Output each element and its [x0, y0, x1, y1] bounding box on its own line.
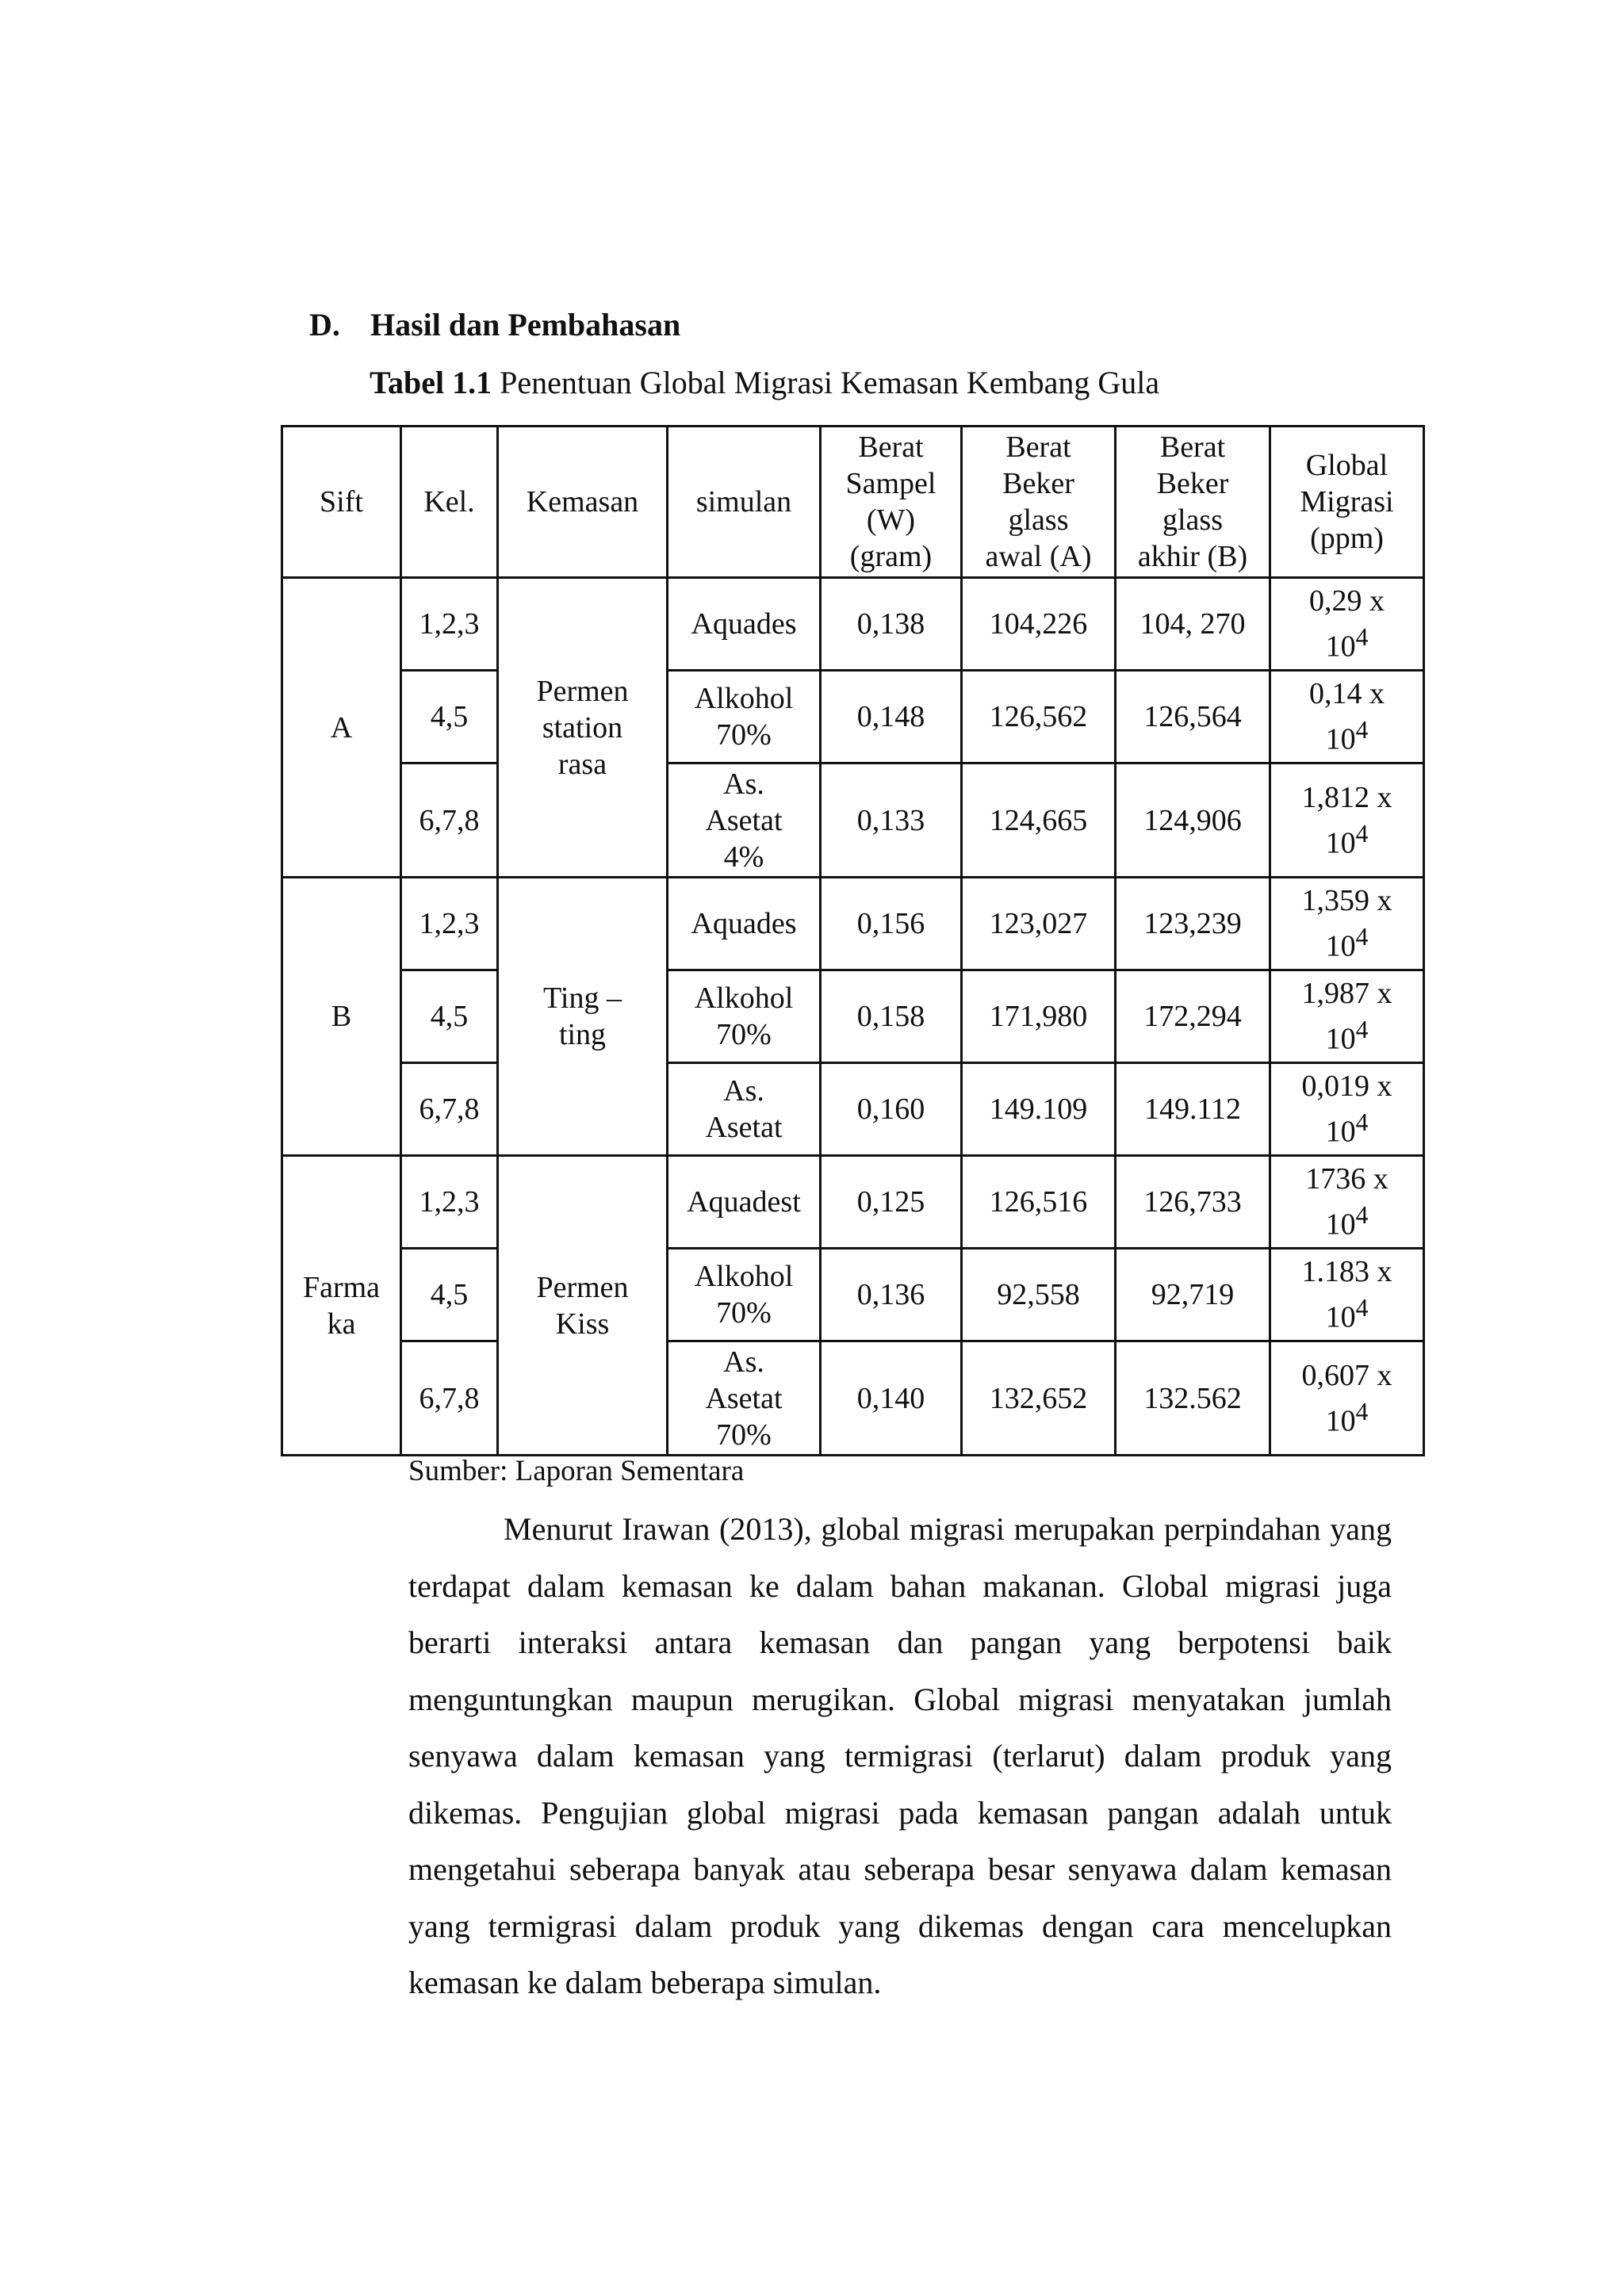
table-source-note: Sumber: Laporan Sementara	[408, 1455, 745, 1487]
berat-sampel-cell: 0,140	[821, 1341, 962, 1456]
berat-akhir-cell: 123,239	[1116, 878, 1270, 970]
berat-akhir-cell: 126,733	[1116, 1156, 1270, 1249]
berat-akhir-cell: 172,294	[1116, 970, 1270, 1063]
migrasi-coefficient: 0,29 x	[1309, 584, 1385, 618]
header-berat-akhir: Berat Beker glass akhir (B)	[1116, 427, 1270, 578]
global-migrasi-cell: 0,29 x $10^4$	[1270, 578, 1424, 671]
berat-sampel-cell: 0,156	[821, 878, 962, 970]
body-paragraph	[408, 1501, 1392, 2011]
kel-cell: 4,5	[401, 1249, 498, 1341]
migrasi-coefficient: 0,607 x	[1301, 1358, 1392, 1392]
section-heading	[309, 305, 680, 345]
migrasi-exponent: 4	[1355, 819, 1369, 848]
global-migrasi-cell: 1,812 x $10^4$	[1270, 763, 1424, 878]
berat-awal-cell: 123,027	[962, 878, 1116, 970]
berat-akhir-cell: 124,906	[1116, 763, 1270, 878]
global-migrasi-cell: 0,607 x $10^4$	[1270, 1341, 1424, 1456]
migrasi-exponent: 4	[1355, 623, 1369, 652]
header-berat-sampel: Berat Sampel (W) (gram)	[821, 427, 962, 578]
header-kel: Kel.	[401, 427, 498, 578]
migrasi-coefficient: 1,812 x	[1301, 780, 1392, 814]
berat-sampel-cell: 0,160	[821, 1063, 962, 1156]
global-migrasi-cell: 1,987 x $10^4$	[1270, 970, 1424, 1063]
berat-akhir-cell: 149.112	[1116, 1063, 1270, 1156]
table-row	[282, 878, 1424, 970]
berat-awal-cell: 126,562	[962, 671, 1116, 763]
kel-cell: 6,7,8	[401, 1063, 498, 1156]
migrasi-coefficient: 1,987 x	[1301, 977, 1392, 1011]
kemasan-cell: Permen Kiss	[498, 1156, 668, 1456]
simulan-cell: Alkohol 70%	[668, 1249, 821, 1341]
global-migrasi-cell: 1736 x $10^4$	[1270, 1156, 1424, 1249]
kemasan-cell: Ting – ting	[498, 878, 668, 1156]
migrasi-exponent: 4	[1355, 923, 1369, 951]
migration-table	[281, 425, 1425, 1456]
header-berat-awal: Berat Beker glass awal (A)	[962, 427, 1116, 578]
global-migrasi-cell: 1,359 x $10^4$	[1270, 878, 1424, 970]
table-caption-label: Tabel 1.1	[370, 365, 492, 400]
global-migrasi-cell: 0,14 x $10^4$	[1270, 671, 1424, 763]
berat-awal-cell: 92,558	[962, 1249, 1116, 1341]
berat-sampel-cell: 0,148	[821, 671, 962, 763]
migrasi-coefficient: 1,359 x	[1301, 884, 1392, 918]
berat-akhir-cell: 132.562	[1116, 1341, 1270, 1456]
section-number: D.	[309, 307, 340, 342]
header-global-migrasi: Global Migrasi (ppm)	[1270, 427, 1424, 578]
migrasi-exponent: 4	[1355, 1108, 1369, 1137]
table-row	[282, 763, 1424, 878]
table-row	[282, 1063, 1424, 1156]
kel-cell: 4,5	[401, 970, 498, 1063]
kel-cell: 1,2,3	[401, 578, 498, 671]
paragraph-text: Menurut Irawan (2013), global migrasi merupakan perpindahan yang terdapat dalam kemasan ke dalam bahan makanan. Global migrasi juga berarti interaksi antara kemasan dan pangan yang berpotensi baik menguntungkan maupun merugikan. Global migrasi menyatakan jumlah senyawa dalam kemasan yang termigrasi (terlarut) dalam produk yang dikemas. Pengujian global migrasi pada kemasan pangan adalah untuk mengetahui seberapa banyak atau seberapa besar senyawa dalam kemasan yang termigrasi dalam produk yang dikemas dengan cara mencelupkan kemasan ke dalam beberapa simulan.	[408, 1511, 1392, 2000]
berat-akhir-cell: 104, 270	[1116, 578, 1270, 671]
kel-cell: 1,2,3	[401, 878, 498, 970]
simulan-cell: Aquadest	[668, 1156, 821, 1249]
berat-awal-cell: 126,516	[962, 1156, 1116, 1249]
simulan-cell: Aquades	[668, 878, 821, 970]
migrasi-exponent: 4	[1355, 1294, 1369, 1322]
migrasi-exponent: 4	[1355, 1397, 1369, 1425]
migrasi-exponent: 4	[1355, 716, 1369, 744]
header-kemasan: Kemasan	[498, 427, 668, 578]
migrasi-coefficient: 0,14 x	[1309, 677, 1385, 711]
sift-cell: Farma ka	[282, 1156, 401, 1456]
header-simulan: simulan	[668, 427, 821, 578]
table-row	[282, 970, 1424, 1063]
kel-cell: 6,7,8	[401, 763, 498, 878]
berat-sampel-cell: 0,133	[821, 763, 962, 878]
kel-cell: 1,2,3	[401, 1156, 498, 1249]
berat-sampel-cell: 0,138	[821, 578, 962, 671]
migrasi-coefficient: 1736 x	[1305, 1162, 1388, 1196]
berat-sampel-cell: 0,136	[821, 1249, 962, 1341]
berat-awal-cell: 104,226	[962, 578, 1116, 671]
kel-cell: 6,7,8	[401, 1341, 498, 1456]
simulan-cell: Alkohol 70%	[668, 970, 821, 1063]
table-row	[282, 1249, 1424, 1341]
table-caption-text: Penentuan Global Migrasi Kemasan Kembang Gula	[500, 365, 1160, 400]
kemasan-cell: Permen station rasa	[498, 578, 668, 878]
table-row	[282, 578, 1424, 671]
global-migrasi-cell: 1.183 x $10^4$	[1270, 1249, 1424, 1341]
kel-cell: 4,5	[401, 671, 498, 763]
header-sift: Sift	[282, 427, 401, 578]
sift-cell: B	[282, 878, 401, 1156]
simulan-cell: As. Asetat 4%	[668, 763, 821, 878]
simulan-cell: Alkohol 70%	[668, 671, 821, 763]
table-row	[282, 1341, 1424, 1456]
table-row	[282, 671, 1424, 763]
berat-awal-cell: 171,980	[962, 970, 1116, 1063]
migrasi-coefficient: 0,019 x	[1301, 1070, 1392, 1104]
simulan-cell: As. Asetat 70%	[668, 1341, 821, 1456]
berat-sampel-cell: 0,125	[821, 1156, 962, 1249]
migrasi-exponent: 4	[1355, 1201, 1369, 1230]
sift-cell: A	[282, 578, 401, 878]
global-migrasi-cell: 0,019 x $10^4$	[1270, 1063, 1424, 1156]
berat-akhir-cell: 92,719	[1116, 1249, 1270, 1341]
berat-awal-cell: 132,652	[962, 1341, 1116, 1456]
migrasi-coefficient: 1.183 x	[1301, 1255, 1392, 1289]
table-row	[282, 1156, 1424, 1249]
simulan-cell: Aquades	[668, 578, 821, 671]
table-caption	[370, 363, 1159, 403]
berat-sampel-cell: 0,158	[821, 970, 962, 1063]
berat-awal-cell: 149.109	[962, 1063, 1116, 1156]
simulan-cell: As. Asetat	[668, 1063, 821, 1156]
migrasi-exponent: 4	[1355, 1016, 1369, 1044]
berat-akhir-cell: 126,564	[1116, 671, 1270, 763]
section-title: Hasil dan Pembahasan	[370, 307, 681, 342]
berat-awal-cell: 124,665	[962, 763, 1116, 878]
table-header-row	[282, 427, 1424, 578]
